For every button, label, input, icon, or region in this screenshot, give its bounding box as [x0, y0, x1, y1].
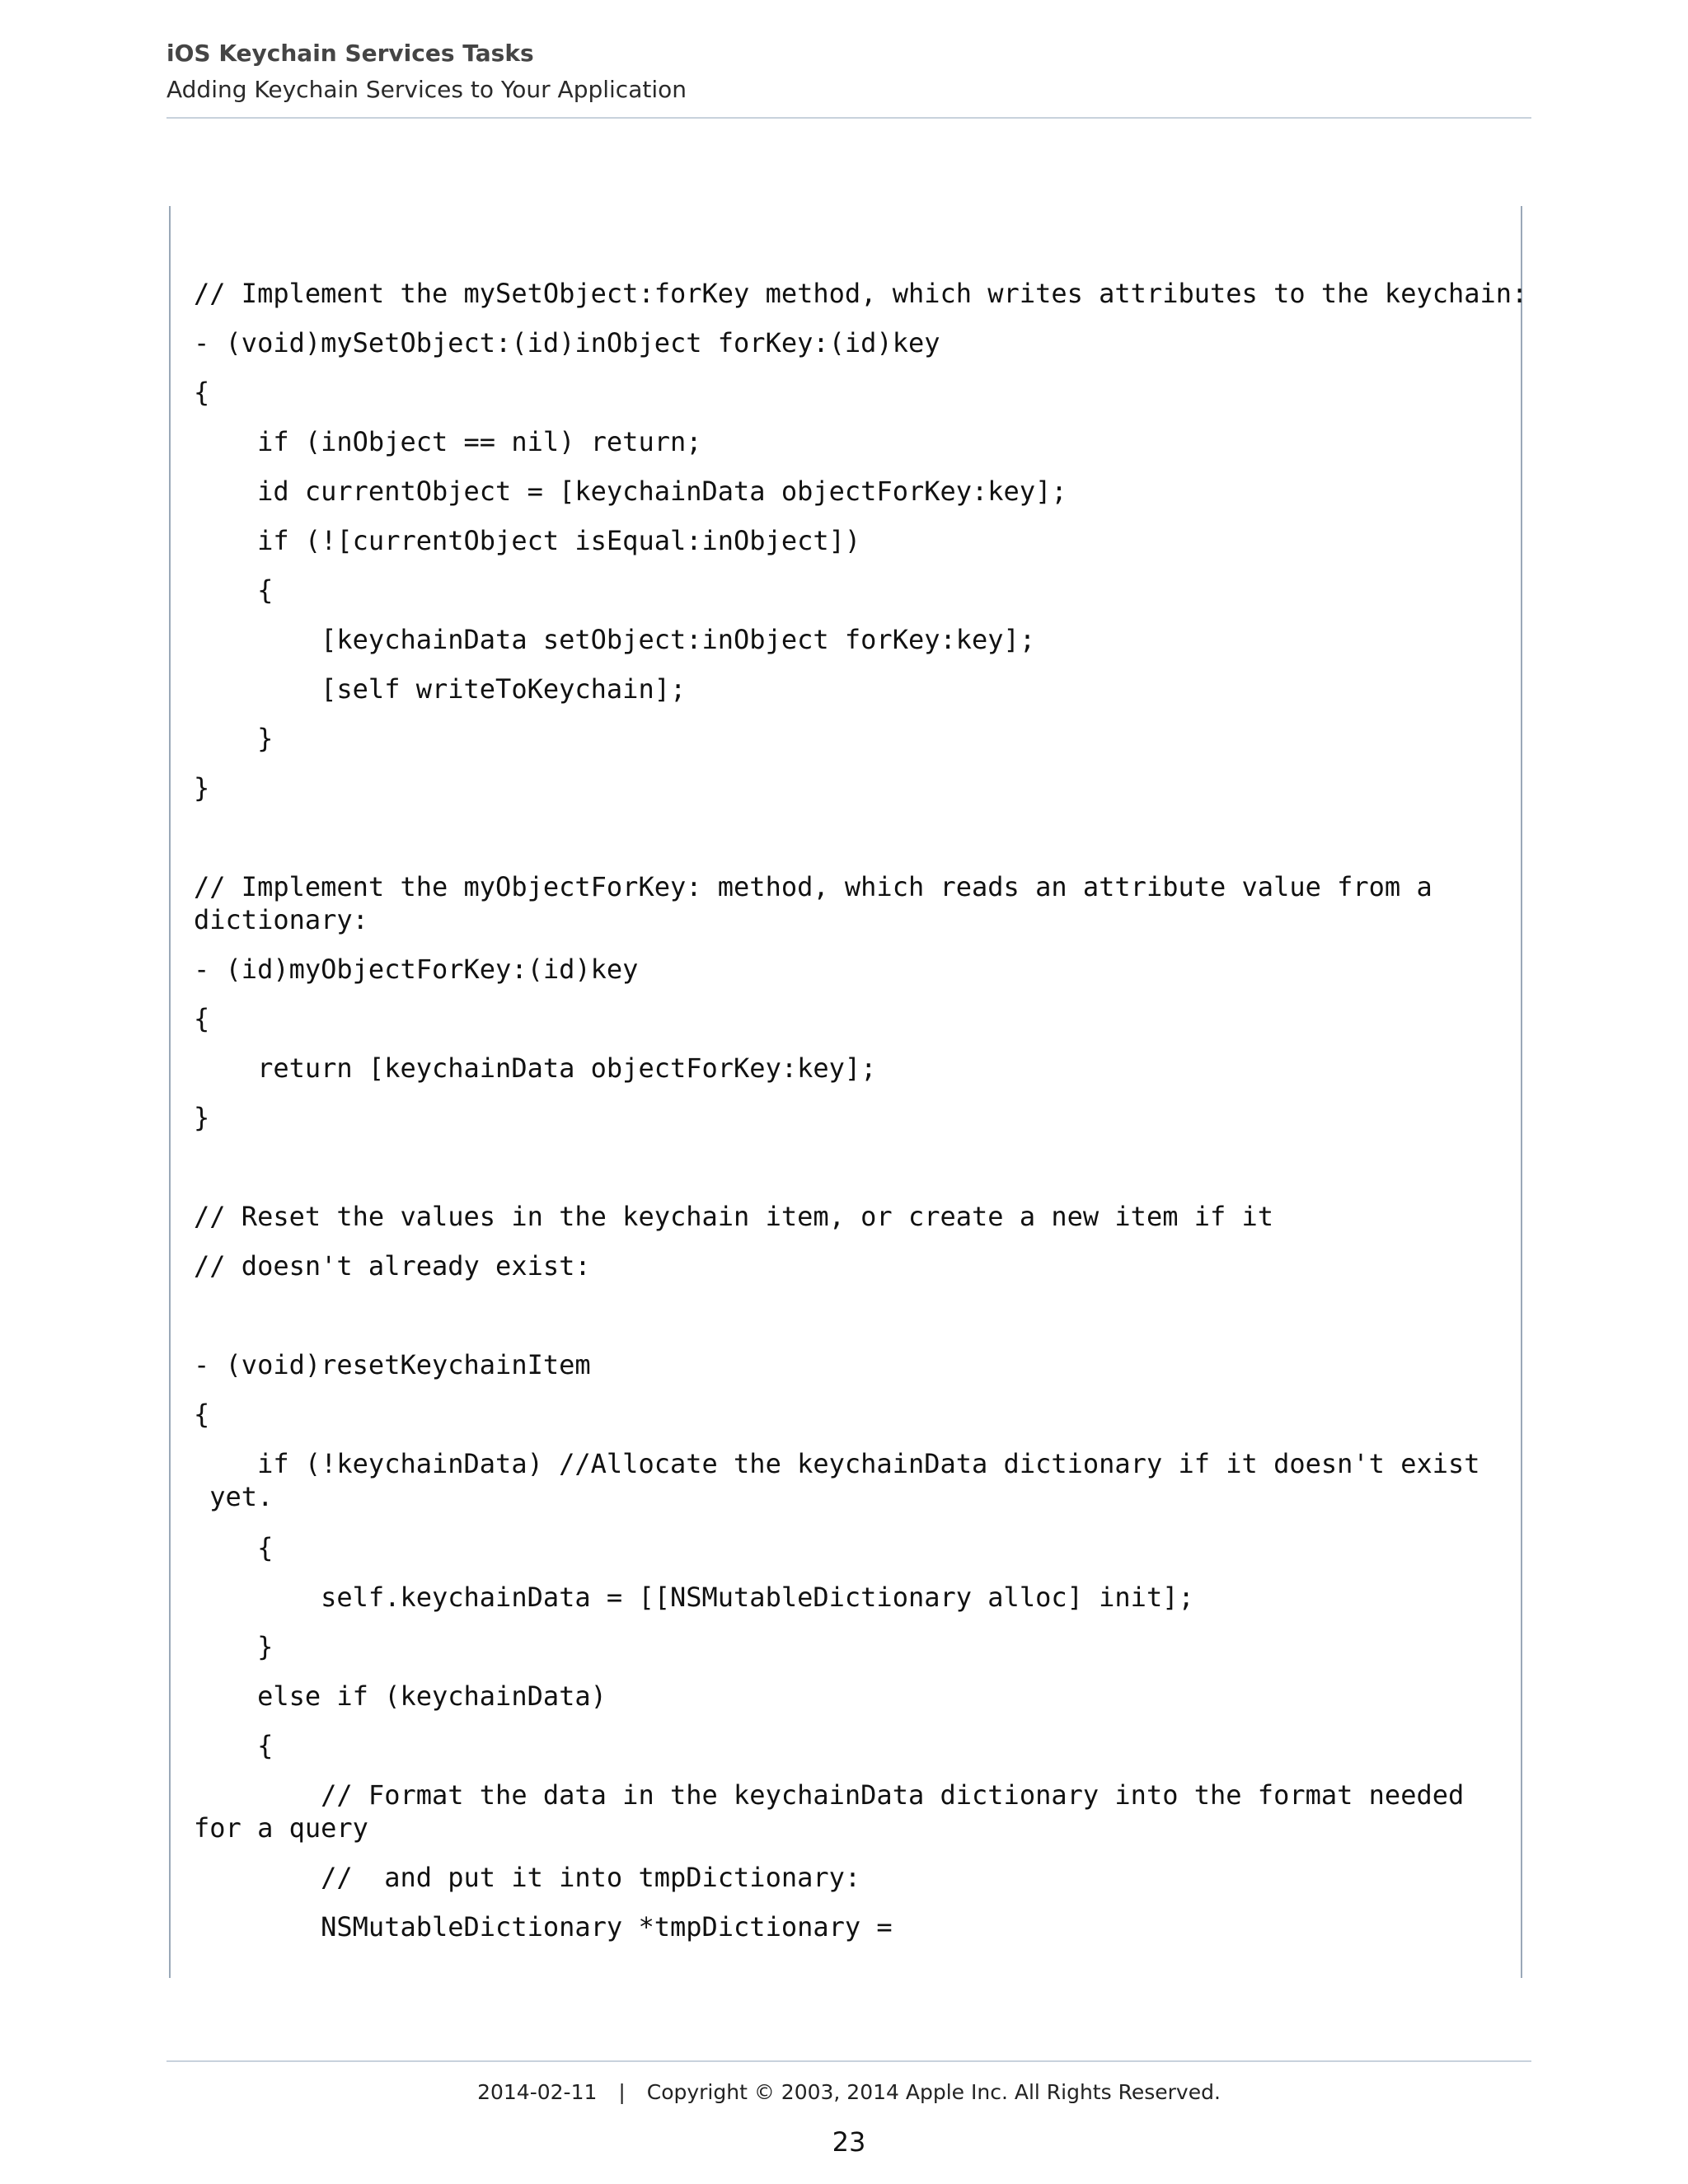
code-line: else if (keychainData)	[194, 1680, 607, 1712]
page-header	[166, 36, 1531, 119]
code-line: {	[194, 1003, 210, 1034]
footer-copyright-line	[166, 2080, 1531, 2104]
code-line: // Format the data in the keychainData dictionary into the format needed for a query	[194, 1779, 1465, 1844]
code-line: {	[194, 574, 274, 606]
code-line: [self writeToKeychain];	[194, 673, 687, 705]
code-line: }	[194, 723, 274, 754]
footer-date: 2014-02-11	[477, 2080, 598, 2104]
page-footer	[166, 2060, 1531, 2158]
code-listing	[169, 206, 1528, 1978]
code-line: - (void)resetKeychainItem	[194, 1349, 591, 1380]
code-line: NSMutableDictionary *tmpDictionary =	[194, 1911, 893, 1943]
code-line: }	[194, 1102, 210, 1133]
code-line: // Reset the values in the keychain item, or create a new item if it	[194, 1201, 1274, 1232]
code-lines	[171, 206, 1528, 1978]
footer-separator: |	[618, 2080, 626, 2104]
code-line: self.keychainData = [[NSMutableDictionary alloc] init];	[194, 1582, 1194, 1613]
code-line: // and put it into tmpDictionary:	[194, 1862, 861, 1893]
page-number: 23	[832, 2126, 866, 2158]
code-line: if (!keychainData) //Allocate the keychainData dictionary if it doesn't exist yet.	[209, 1448, 1480, 1512]
code-line: return [keychainData objectForKey:key];	[194, 1052, 877, 1084]
code-line: // Implement the mySetObject:forKey method, which writes attributes to the keychain:	[194, 278, 1528, 309]
code-line: {	[194, 1399, 210, 1430]
code-line: {	[194, 1532, 274, 1563]
code-line: - (id)myObjectForKey:(id)key	[194, 954, 639, 985]
code-line: [keychainData setObject:inObject forKey:key];	[194, 624, 1036, 655]
chapter-title: iOS Keychain Services Tasks	[166, 40, 534, 67]
code-line: if (![currentObject isEqual:inObject])	[194, 525, 861, 556]
code-line: }	[194, 772, 210, 804]
section-title: Adding Keychain Services to Your Application	[166, 76, 687, 103]
code-line: // Implement the myObjectForKey: method, which reads an attribute value from a dictionary:	[194, 871, 1432, 935]
code-line: - (void)mySetObject:(id)inObject forKey:(id)key	[194, 327, 940, 359]
code-line: id currentObject = [keychainData objectForKey:key];	[194, 476, 1067, 507]
code-line: if (inObject == nil) return;	[194, 426, 702, 457]
code-line: {	[194, 377, 210, 408]
footer-copyright: Copyright © 2003, 2014 Apple Inc. All Rights Reserved.	[646, 2080, 1221, 2104]
code-line: }	[194, 1631, 274, 1662]
code-line: // doesn't already exist:	[194, 1250, 591, 1282]
code-line: {	[194, 1730, 274, 1761]
